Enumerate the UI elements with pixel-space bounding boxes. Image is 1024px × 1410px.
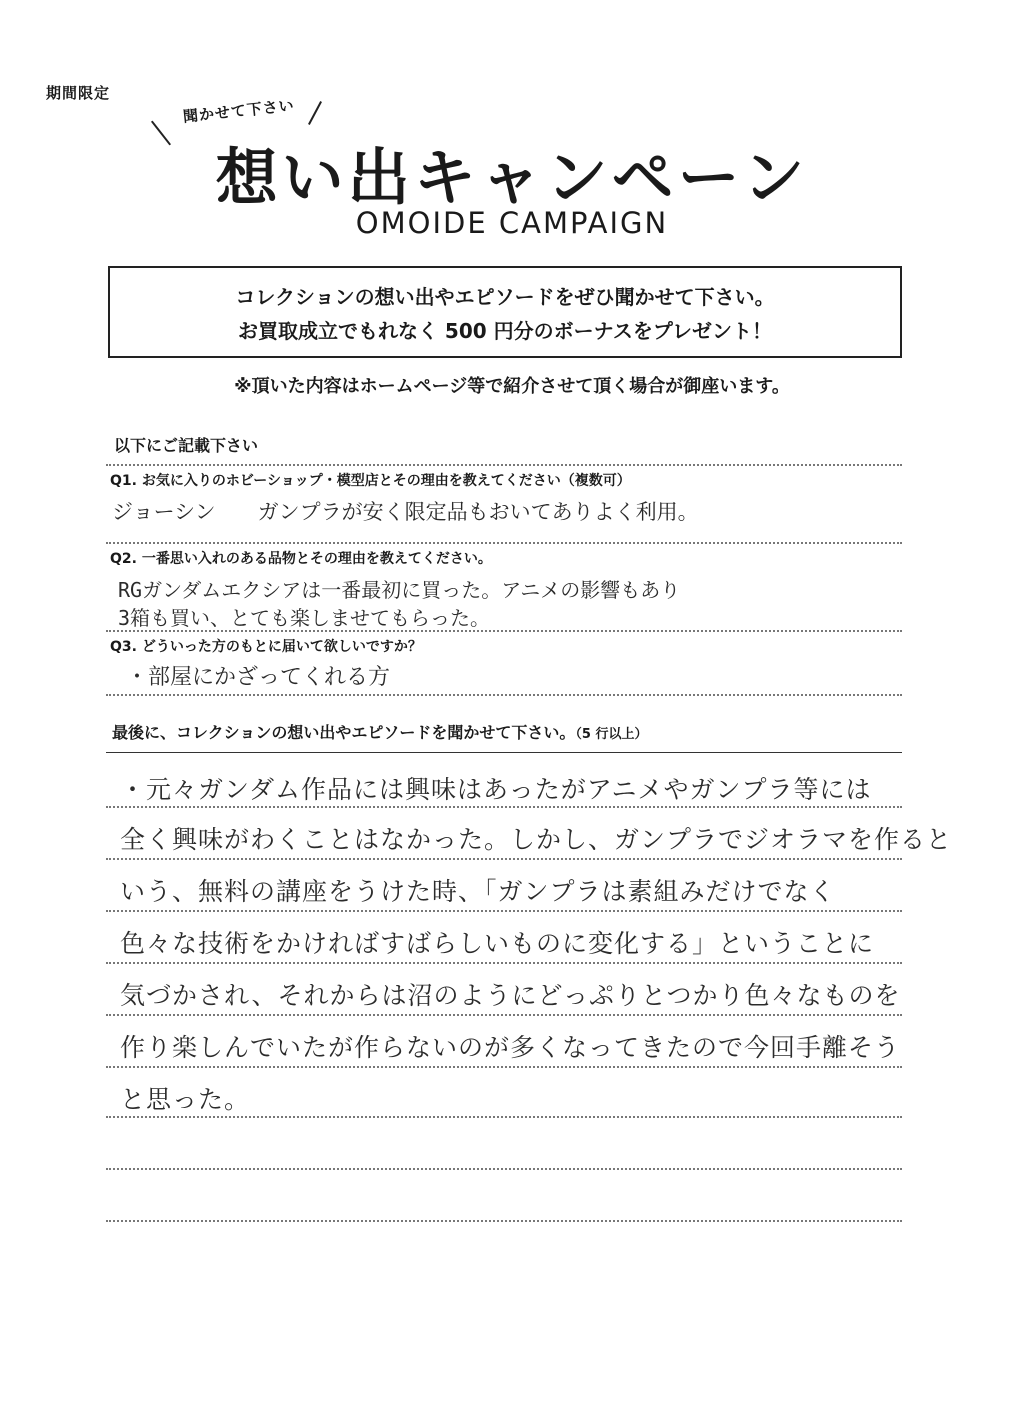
- intro-box: [108, 266, 902, 358]
- divider: [106, 464, 902, 466]
- final-question-note: （5 行以上）: [575, 727, 648, 742]
- question-1-answer: ジョーシン ガンプラが安く限定品もおいてありよく利用。: [112, 500, 699, 524]
- page-title: 想い出キャンペーン: [215, 141, 809, 214]
- disclaimer-note: ※頂いた内容はホームページ等で紹介させて頂く場合が御座います。: [234, 376, 790, 397]
- divider: [106, 1220, 902, 1222]
- divider: [106, 752, 902, 753]
- episode-line-5: 気づかされ、それからは沼のようにどっぷりとつかり色々なものを: [120, 981, 901, 1010]
- divider: [106, 962, 902, 964]
- limited-time-label: 期間限定: [46, 84, 111, 102]
- divider: [106, 542, 902, 544]
- episode-line-1: ・元々ガンダム作品には興味はあったがアニメやガンプラ等には: [120, 775, 872, 804]
- intro-line-2: お買取成立でもれなく 500 円分のボーナスをプレゼント！: [237, 319, 773, 343]
- question-2-label: Q2. 一番思い入れのある品物とその理由を教えてください。: [110, 551, 492, 567]
- prelude-text: 聞かせて下さい: [182, 96, 296, 126]
- episode-line-7: と思った。: [120, 1085, 251, 1114]
- question-2-answer-line-2: 3箱も買い、とても楽しませてもらった。: [118, 606, 491, 630]
- page-title-english: OMOIDE CAMPAIGN: [355, 206, 669, 240]
- fill-in-instruction: 以下にご記載下さい: [114, 436, 259, 455]
- question-3-label: Q3. どういった方のもとに届いて欲しいですか？: [110, 639, 422, 655]
- divider: [106, 1066, 902, 1068]
- divider: [106, 858, 902, 860]
- episode-line-4: 色々な技術をかければすばらしいものに変化する」ということに: [120, 929, 875, 958]
- accent-slash-right: [308, 101, 322, 125]
- final-question-heading: [112, 720, 647, 743]
- intro-line-1: コレクションの想い出やエピソードをぜひ聞かせて下さい。: [235, 285, 775, 309]
- divider: [106, 630, 902, 632]
- divider: [106, 1168, 902, 1170]
- divider: [106, 1116, 902, 1118]
- question-2-answer-line-1: RGガンダムエクシアは一番最初に買った。アニメの影響もあり: [118, 578, 681, 602]
- final-question-text: 最後に、コレクションの想い出やエピソードを聞かせて下さい。: [112, 723, 576, 742]
- divider: [106, 694, 902, 696]
- episode-line-6: 作り楽しんでいたが作らないのが多くなってきたので今回手離そう: [120, 1033, 901, 1062]
- question-1-label: Q1. お気に入りのホビーショップ・模型店とその理由を教えてください（複数可）: [110, 473, 631, 489]
- question-3-answer: ・部屋にかざってくれる方: [126, 665, 391, 690]
- episode-line-3: いう、無料の講座をうけた時、「ガンプラは素組みだけでなく: [120, 877, 836, 906]
- divider: [106, 1014, 902, 1016]
- divider: [106, 910, 902, 912]
- divider: [106, 806, 902, 808]
- episode-line-2: 全く興味がわくことはなかった。しかし、ガンプラでジオラマを作ると: [120, 825, 953, 854]
